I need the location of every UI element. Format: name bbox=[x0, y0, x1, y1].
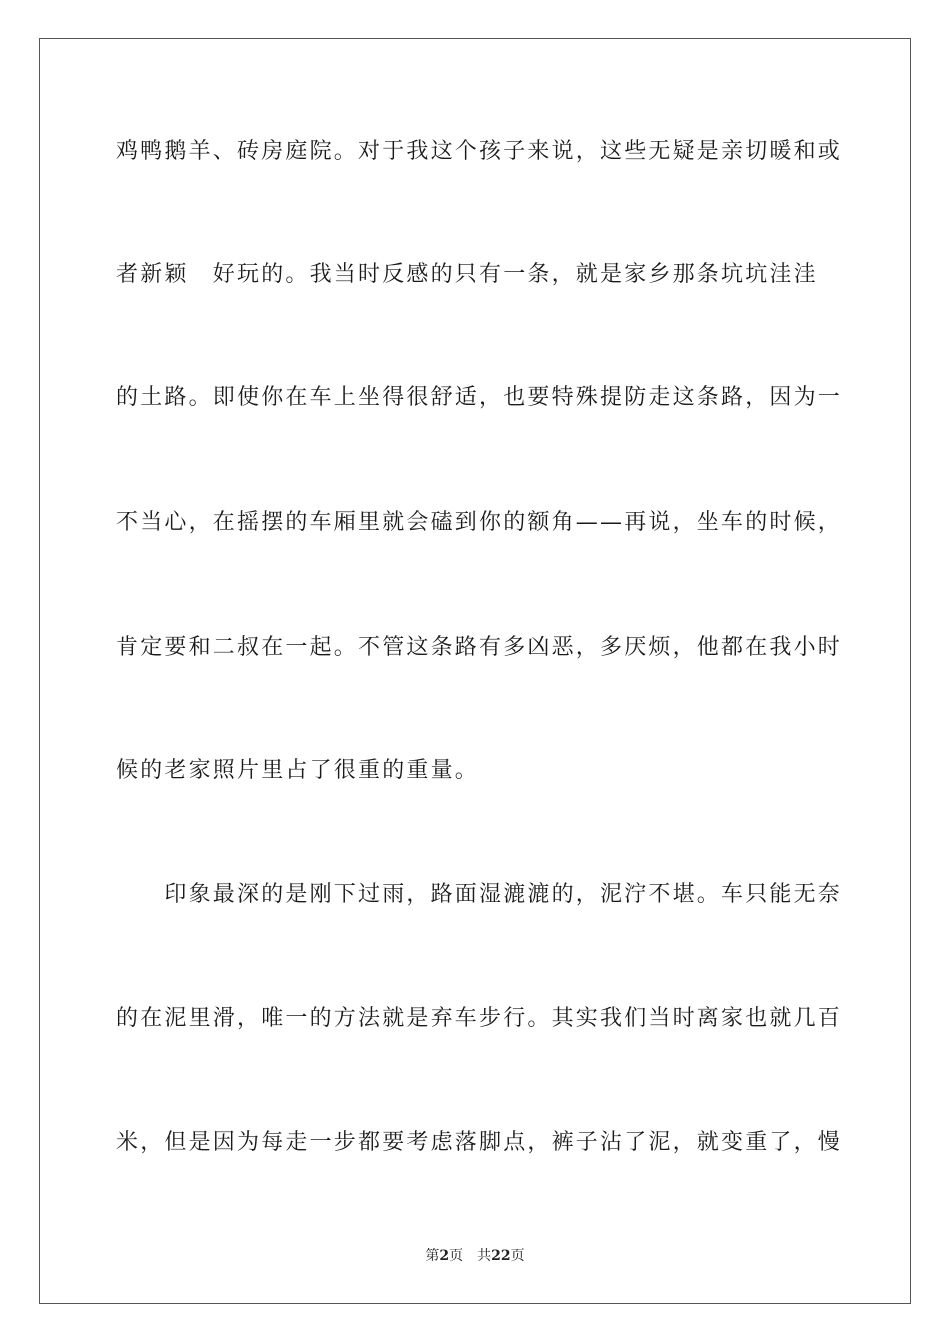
text-line: 的在泥里滑，唯一的方法就是弃车步行。其实我们当时离家也就几百 bbox=[116, 1006, 843, 1031]
text-line: 者新颖 好玩的。我当时反感的只有一条，就是家乡那条坑坑洼洼 bbox=[116, 262, 818, 287]
text-line: 肯定要和二叔在一起。不管这条路有多凶恶，多厌烦，他都在我小时 bbox=[116, 635, 843, 660]
page-border bbox=[39, 38, 911, 1304]
text-line: 印象最深的是刚下过雨，路面湿漉漉的，泥泞不堪。车只能无奈 bbox=[116, 882, 843, 907]
page-number: 2 bbox=[439, 1248, 450, 1264]
text-line: 的土路。即使你在车上坐得很舒适，也要特殊提防走这条路，因为一 bbox=[116, 385, 843, 410]
text-line: 候的老家照片里占了很重的重量。 bbox=[116, 758, 480, 783]
page-suffix: 页 bbox=[449, 1248, 464, 1264]
total-suffix: 页 bbox=[510, 1248, 525, 1264]
page-prefix: 第 bbox=[425, 1248, 440, 1264]
text-line: 米，但是因为每走一步都要考虑落脚点，裤子沾了泥，就变重了，慢 bbox=[116, 1130, 843, 1155]
total-pages: 22 bbox=[491, 1248, 511, 1264]
page-footer bbox=[0, 1246, 950, 1266]
total-prefix: 共 bbox=[477, 1248, 492, 1264]
text-line: 不当心，在摇摆的车厢里就会磕到你的额角——再说，坐车的时候， bbox=[116, 510, 843, 535]
text-line: 鸡鸭鹅羊、砖房庭院。对于我这个孩子来说，这些无疑是亲切暖和或 bbox=[116, 139, 843, 164]
